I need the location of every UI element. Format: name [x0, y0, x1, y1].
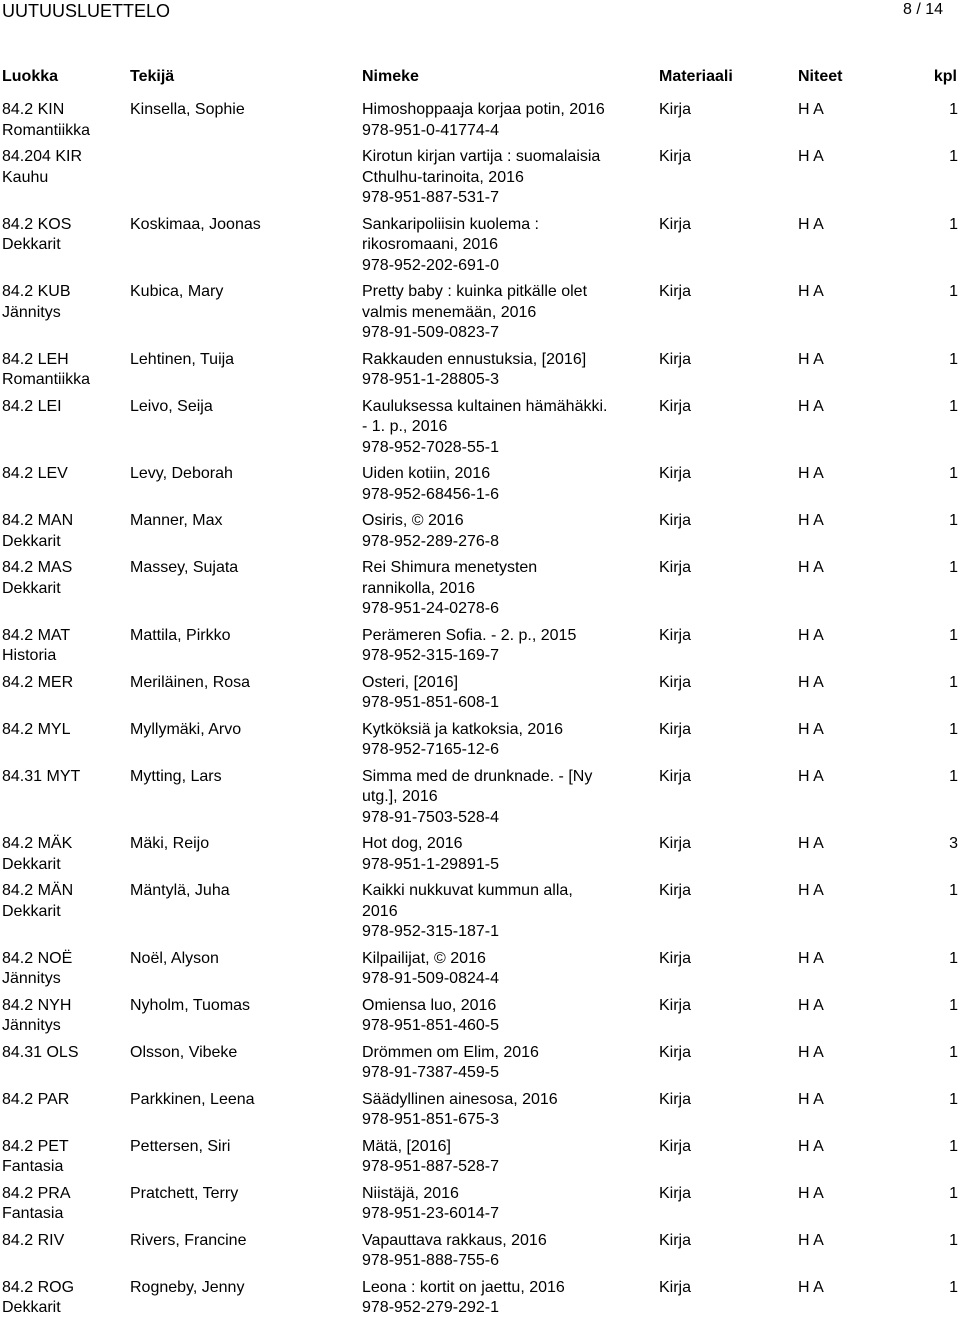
catalog-row — [0, 100, 960, 141]
material: Kirja — [659, 559, 692, 576]
copies-location: H A — [798, 101, 824, 118]
material: Kirja — [659, 767, 692, 785]
author: Olsson, Vibeke — [130, 1043, 238, 1061]
title-line: 978-952-202-691-0 — [362, 256, 499, 274]
title-isbn — [362, 350, 647, 391]
copies-location: H A — [798, 1278, 824, 1296]
title-line: rikosromaani, 2016 — [362, 236, 499, 253]
catalog-row — [0, 1184, 960, 1225]
title-line: 978-952-279-292-1 — [362, 1299, 499, 1316]
material: Kirja — [659, 101, 692, 118]
author: Kinsella, Sophie — [130, 101, 245, 118]
title-line: 978-952-315-169-7 — [362, 647, 499, 664]
copies-count: 1 — [949, 215, 958, 233]
title-isbn — [362, 1231, 647, 1272]
title-line: Osiris, © 2016 — [362, 512, 464, 529]
class-code-line: Dekkarit — [2, 1299, 61, 1316]
material: Kirja — [659, 283, 692, 300]
title-isbn — [362, 464, 647, 505]
title-line: Omiensa luo, 2016 — [362, 996, 497, 1014]
copies-location: H A — [798, 626, 824, 644]
copies-location: H A — [798, 148, 824, 165]
material: Kirja — [659, 835, 692, 852]
class-code-line: Romantiikka — [2, 121, 91, 139]
title-line: 978-951-851-608-1 — [362, 694, 499, 711]
author: Mytting, Lars — [130, 767, 222, 785]
class-code-line: 84.2 LEH — [2, 350, 69, 368]
copies-count: 1 — [949, 559, 958, 576]
class-code-line: 84.2 ROG — [2, 1278, 75, 1296]
title-isbn — [362, 397, 647, 459]
catalog-row — [0, 464, 960, 505]
class-code — [2, 282, 122, 323]
class-code — [2, 350, 122, 391]
copies-count: 1 — [949, 1184, 958, 1202]
material: Kirja — [659, 673, 692, 691]
material: Kirja — [659, 397, 692, 415]
class-code-line: Jännitys — [2, 1017, 61, 1034]
author: Noël, Alyson — [130, 949, 219, 967]
copies-count: 1 — [949, 996, 958, 1014]
page-header — [0, 0, 960, 24]
column-header-luokka: Luokka — [2, 68, 59, 85]
title-line: 978-951-887-531-7 — [362, 189, 499, 206]
title-line: Uiden kotiin, 2016 — [362, 465, 491, 482]
class-code-line: 84.2 LEI — [2, 397, 62, 415]
author: Kubica, Mary — [130, 283, 224, 300]
catalog-row — [0, 720, 960, 761]
class-code-line: 84.2 NOË — [2, 949, 73, 967]
class-code — [2, 949, 122, 990]
class-code — [2, 147, 122, 188]
title-line: Pretty baby : kuinka pitkälle olet — [362, 283, 588, 300]
copies-location: H A — [798, 673, 824, 691]
title-line: 978-91-509-0823-7 — [362, 324, 499, 341]
class-code-line: Romantiikka — [2, 371, 91, 388]
catalog-list — [0, 100, 960, 1325]
title-line: 978-952-7028-55-1 — [362, 438, 499, 456]
material: Kirja — [659, 350, 692, 368]
class-code-line: 84.2 NYH — [2, 996, 72, 1014]
catalog-row — [0, 881, 960, 943]
catalog-row — [0, 511, 960, 552]
title-line: Vapauttava rakkaus, 2016 — [362, 1231, 547, 1249]
class-code-line: Kauhu — [2, 168, 49, 186]
catalog-row — [0, 626, 960, 667]
class-code-line: 84.2 MÄN — [2, 882, 74, 899]
material: Kirja — [659, 1137, 692, 1155]
author: Lehtinen, Tuija — [130, 350, 235, 368]
copies-location: H A — [798, 465, 824, 482]
class-code — [2, 100, 122, 141]
copies-count: 1 — [949, 148, 958, 165]
copies-location: H A — [798, 720, 824, 738]
material: Kirja — [659, 1090, 692, 1108]
class-code — [2, 881, 122, 922]
catalog-row — [0, 767, 960, 829]
class-code — [2, 996, 122, 1037]
copies-count: 1 — [949, 1090, 958, 1108]
author: Manner, Max — [130, 512, 223, 529]
catalog-row — [0, 834, 960, 875]
author: Koskimaa, Joonas — [130, 215, 261, 233]
class-code-line: Fantasia — [2, 1205, 64, 1222]
material: Kirja — [659, 465, 692, 482]
title-isbn — [362, 949, 647, 990]
title-line: Perämeren Sofia. - 2. p., 2015 — [362, 626, 577, 644]
class-code-line: 84.2 KOS — [2, 215, 72, 233]
column-header-materiaali: Materiaali — [659, 68, 733, 85]
catalog-row — [0, 673, 960, 714]
copies-location: H A — [798, 882, 824, 899]
class-code-line: 84.2 MER — [2, 673, 74, 691]
class-code — [2, 1184, 122, 1225]
class-code-line: 84.2 PRA — [2, 1184, 71, 1202]
material: Kirja — [659, 626, 692, 644]
author: Rogneby, Jenny — [130, 1278, 245, 1296]
material: Kirja — [659, 949, 692, 967]
author: Massey, Sujata — [130, 559, 239, 576]
copies-count: 1 — [949, 101, 958, 118]
title-isbn — [362, 720, 647, 761]
title-line: Kaikki nukkuvat kummun alla, — [362, 882, 573, 899]
title-line: Kytköksiä ja katkoksia, 2016 — [362, 720, 563, 738]
copies-location: H A — [798, 1137, 824, 1155]
class-code-line: Historia — [2, 647, 57, 664]
class-code-line: 84.2 MAS — [2, 559, 73, 576]
title-isbn — [362, 626, 647, 667]
title-line: Kauluksessa kultainen hämähäkki. — [362, 397, 608, 415]
title-line: Leona : kortit on jaettu, 2016 — [362, 1278, 565, 1296]
title-line: - 1. p., 2016 — [362, 418, 448, 435]
title-isbn — [362, 215, 647, 277]
title-line: 978-91-509-0824-4 — [362, 970, 499, 987]
copies-count: 1 — [949, 350, 958, 368]
column-header-tekija: Tekijä — [130, 68, 175, 85]
title-isbn — [362, 1043, 647, 1084]
class-code — [2, 511, 122, 552]
author: Mäntylä, Juha — [130, 882, 230, 899]
material: Kirja — [659, 1043, 692, 1061]
title-line: 978-952-315-187-1 — [362, 923, 499, 940]
title-line: Sankaripoliisin kuolema : — [362, 215, 539, 233]
author: Rivers, Francine — [130, 1231, 247, 1249]
title-isbn — [362, 767, 647, 829]
copies-count: 1 — [949, 673, 958, 691]
title-line: 978-951-24-0278-6 — [362, 600, 499, 617]
copies-location: H A — [798, 512, 824, 529]
class-code — [2, 1278, 122, 1319]
title-isbn — [362, 834, 647, 875]
author: Levy, Deborah — [130, 465, 233, 482]
title-line: Drömmen om Elim, 2016 — [362, 1043, 539, 1061]
title-line: Cthulhu-tarinoita, 2016 — [362, 168, 524, 186]
title-line: Rakkauden ennustuksia, [2016] — [362, 350, 587, 368]
column-headers — [0, 68, 960, 90]
title-line: valmis menemään, 2016 — [362, 303, 537, 321]
material: Kirja — [659, 1231, 692, 1249]
class-code-line: 84.2 MÄK — [2, 835, 73, 852]
class-code-line: 84.31 OLS — [2, 1043, 79, 1061]
title-line: utg.], 2016 — [362, 788, 438, 805]
column-header-nimeke: Nimeke — [362, 68, 419, 85]
catalog-row — [0, 147, 960, 209]
title-line: Hot dog, 2016 — [362, 835, 463, 852]
class-code-line: 84.2 MAT — [2, 626, 71, 644]
copies-count: 1 — [949, 626, 958, 644]
class-code-line: 84.2 LEV — [2, 465, 68, 482]
author: Mattila, Pirkko — [130, 626, 231, 644]
title-line: 978-951-851-460-5 — [362, 1017, 499, 1034]
copies-count: 1 — [949, 720, 958, 738]
class-code — [2, 1137, 122, 1178]
material: Kirja — [659, 882, 692, 899]
copies-count: 1 — [949, 1043, 958, 1061]
copies-count: 1 — [949, 767, 958, 785]
title-line: 978-952-7165-12-6 — [362, 741, 499, 758]
class-code — [2, 558, 122, 599]
class-code — [2, 1231, 122, 1252]
title-line: 978-951-0-41774-4 — [362, 121, 499, 139]
column-header-niteet: Niteet — [798, 68, 843, 85]
class-code — [2, 767, 122, 788]
class-code-line: Fantasia — [2, 1158, 64, 1175]
copies-location: H A — [798, 215, 824, 233]
page-number: 8 / 14 — [902, 1, 943, 18]
title-isbn — [362, 147, 647, 209]
copies-count: 1 — [949, 465, 958, 482]
author: Mäki, Reijo — [130, 835, 210, 852]
copies-location: H A — [798, 1231, 824, 1249]
class-code-line: Dekkarit — [2, 855, 61, 873]
title-line: Simma med de drunknade. - [Ny — [362, 767, 593, 785]
copies-count: 1 — [949, 512, 958, 529]
title-line: 978-951-887-528-7 — [362, 1158, 499, 1175]
title-line: 978-951-851-675-3 — [362, 1111, 499, 1128]
copies-count: 1 — [949, 1137, 958, 1155]
catalog-row — [0, 215, 960, 277]
class-code-line: 84.2 RIV — [2, 1231, 65, 1249]
class-code-line: 84.2 PET — [2, 1137, 69, 1155]
title-isbn — [362, 1090, 647, 1131]
author: Myllymäki, Arvo — [130, 720, 242, 738]
catalog-row — [0, 350, 960, 391]
copies-location: H A — [798, 767, 824, 785]
copies-location: H A — [798, 559, 824, 576]
title-isbn — [362, 558, 647, 620]
class-code-line: 84.204 KIR — [2, 148, 83, 165]
title-line: Niistäjä, 2016 — [362, 1184, 459, 1202]
title-line: 978-951-23-6014-7 — [362, 1205, 499, 1222]
copies-location: H A — [798, 397, 824, 415]
title-isbn — [362, 100, 647, 141]
class-code-line: 84.2 MAN — [2, 512, 74, 529]
copies-count: 1 — [949, 1278, 958, 1296]
class-code — [2, 673, 122, 694]
catalog-row — [0, 1231, 960, 1272]
document-title: UUTUUSLUETTELO — [2, 1, 171, 21]
copies-count: 1 — [949, 283, 958, 300]
title-isbn — [362, 1184, 647, 1225]
class-code-line: Jännitys — [2, 303, 61, 321]
title-line: 978-951-1-29891-5 — [362, 855, 499, 873]
copies-count: 1 — [949, 1231, 958, 1249]
copies-location: H A — [798, 835, 824, 852]
catalog-row — [0, 558, 960, 620]
class-code-line: Dekkarit — [2, 902, 61, 920]
class-code — [2, 215, 122, 256]
copies-location: H A — [798, 996, 824, 1014]
material: Kirja — [659, 996, 692, 1014]
title-line: Mätä, [2016] — [362, 1137, 451, 1155]
author: Meriläinen, Rosa — [130, 673, 251, 691]
catalog-row — [0, 1278, 960, 1319]
title-line: Rei Shimura menetysten — [362, 559, 538, 576]
material: Kirja — [659, 720, 692, 738]
class-code — [2, 464, 122, 485]
title-line: 978-91-7387-459-5 — [362, 1064, 499, 1081]
class-code — [2, 626, 122, 667]
title-isbn — [362, 282, 647, 344]
author: Pratchett, Terry — [130, 1184, 239, 1202]
class-code — [2, 397, 122, 418]
catalog-row — [0, 949, 960, 990]
class-code — [2, 834, 122, 875]
copies-count: 3 — [949, 835, 958, 852]
catalog-row — [0, 996, 960, 1037]
catalog-row — [0, 397, 960, 459]
class-code — [2, 1043, 122, 1064]
material: Kirja — [659, 148, 692, 165]
class-code-line: 84.2 KIN — [2, 101, 65, 118]
title-line: 978-951-888-755-6 — [362, 1252, 499, 1269]
class-code-line: Jännitys — [2, 970, 61, 987]
title-line: rannikolla, 2016 — [362, 579, 475, 597]
title-line: 978-952-289-276-8 — [362, 532, 499, 550]
class-code-line: Dekkarit — [2, 236, 61, 253]
copies-count: 1 — [949, 397, 958, 415]
copies-location: H A — [798, 350, 824, 368]
material: Kirja — [659, 1184, 692, 1202]
class-code-line: 84.2 PAR — [2, 1090, 70, 1108]
title-line: Kirotun kirjan vartija : suomalaisia — [362, 148, 601, 165]
copies-location: H A — [798, 949, 824, 967]
title-line: 978-951-1-28805-3 — [362, 371, 499, 388]
author: Leivo, Seija — [130, 397, 213, 415]
title-isbn — [362, 1137, 647, 1178]
class-code-line: Dekkarit — [2, 532, 61, 550]
title-line: 2016 — [362, 902, 398, 920]
title-isbn — [362, 996, 647, 1037]
copies-location: H A — [798, 1184, 824, 1202]
copies-count: 1 — [949, 882, 958, 899]
author: Nyholm, Tuomas — [130, 996, 251, 1014]
author: Parkkinen, Leena — [130, 1090, 255, 1108]
material: Kirja — [659, 215, 692, 233]
title-line: 978-91-7503-528-4 — [362, 808, 499, 826]
class-code-line: Dekkarit — [2, 579, 61, 597]
title-isbn — [362, 511, 647, 552]
title-isbn — [362, 673, 647, 714]
copies-location: H A — [798, 1090, 824, 1108]
title-line: Säädyllinen ainesosa, 2016 — [362, 1090, 558, 1108]
title-line: Osteri, [2016] — [362, 673, 459, 691]
material: Kirja — [659, 512, 692, 529]
author: Pettersen, Siri — [130, 1137, 231, 1155]
class-code-line: 84.2 MYL — [2, 720, 71, 738]
class-code-line: 84.31 MYT — [2, 767, 81, 785]
title-line: Himoshoppaaja korjaa potin, 2016 — [362, 101, 605, 118]
copies-location: H A — [798, 283, 824, 300]
title-isbn — [362, 881, 647, 943]
catalog-row — [0, 1137, 960, 1178]
copies-location: H A — [798, 1043, 824, 1061]
catalog-row — [0, 282, 960, 344]
class-code-line: 84.2 KUB — [2, 283, 71, 300]
class-code — [2, 1090, 122, 1111]
catalog-row — [0, 1090, 960, 1131]
class-code — [2, 720, 122, 741]
title-isbn — [362, 1278, 647, 1319]
copies-count: 1 — [949, 949, 958, 967]
title-line: 978-952-68456-1-6 — [362, 485, 499, 503]
title-line: Kilpailijat, © 2016 — [362, 949, 486, 967]
material: Kirja — [659, 1278, 692, 1296]
column-header-kpl: kpl — [933, 68, 957, 85]
catalog-row — [0, 1043, 960, 1084]
